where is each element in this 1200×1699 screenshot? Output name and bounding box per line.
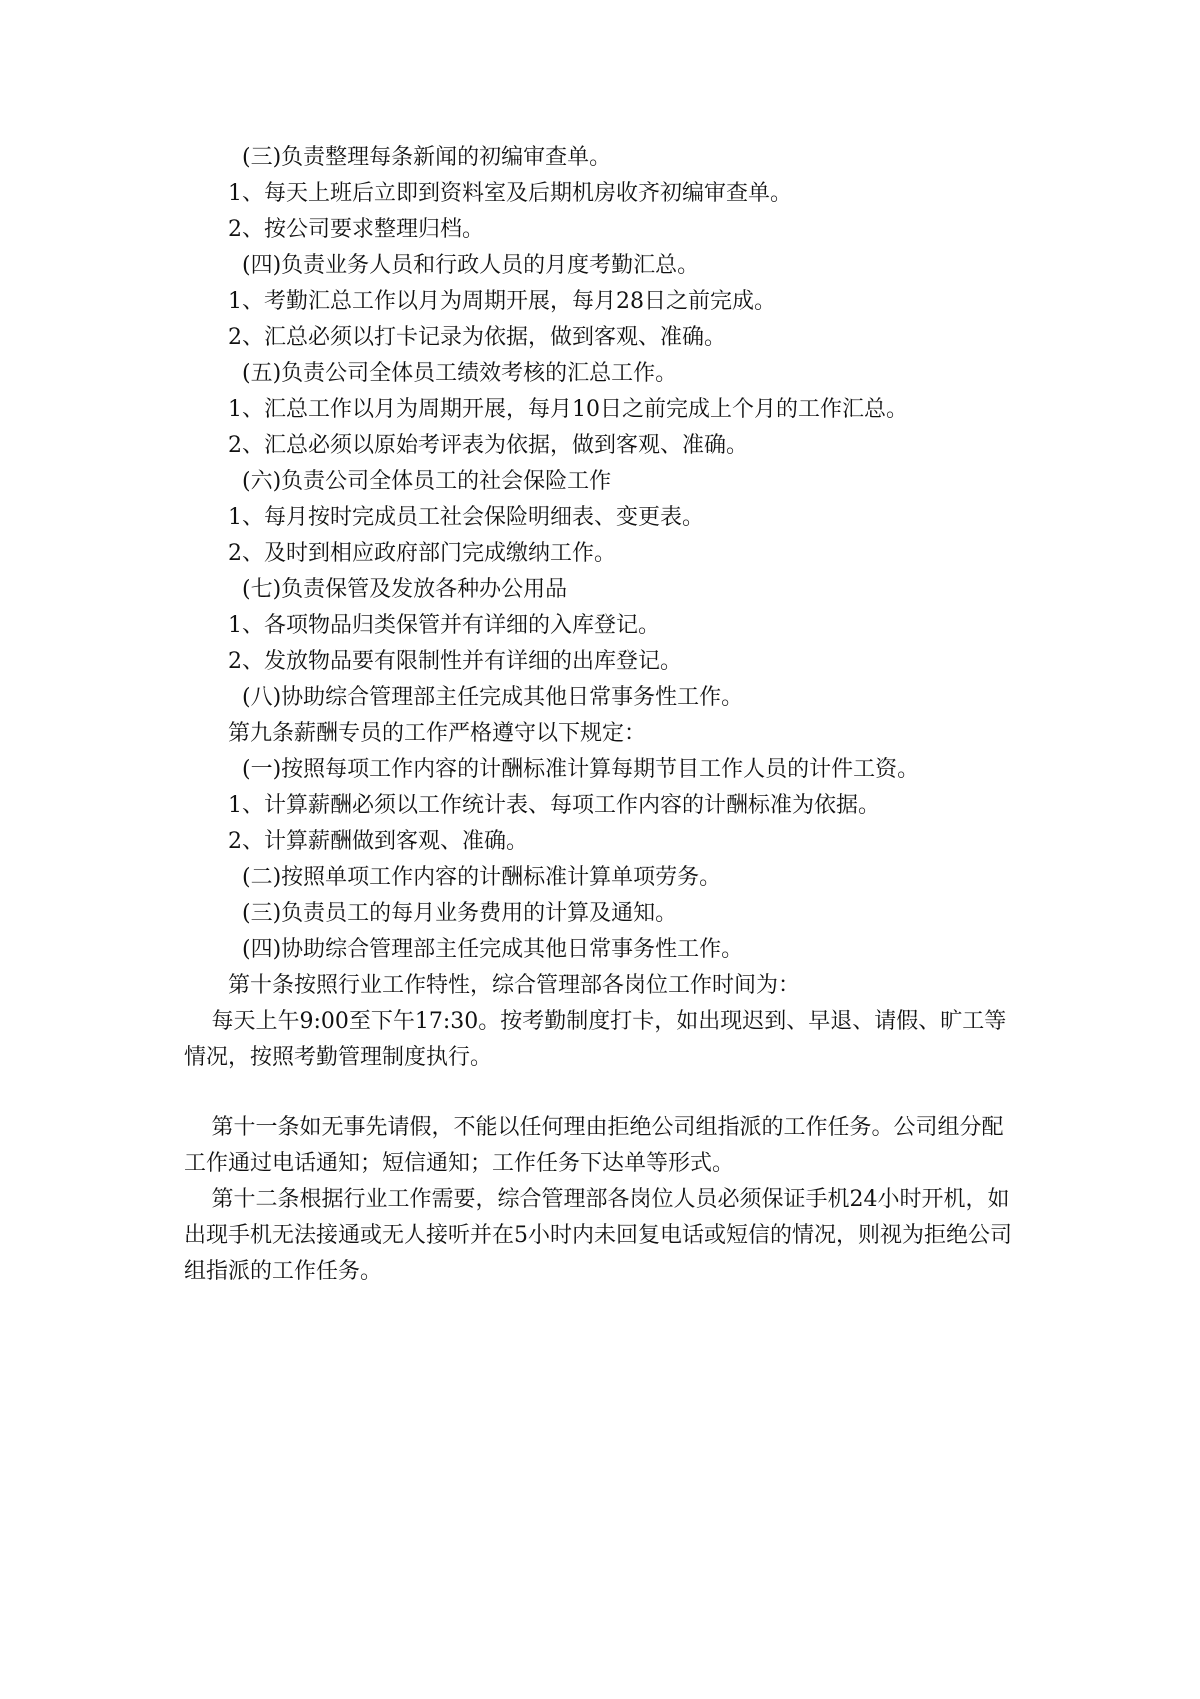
list-item: 1、考勤汇总工作以月为周期开展，每月28日之前完成。 xyxy=(228,289,776,314)
clause-3-heading: (三)负责员工的每月业务费用的计算及通知。 xyxy=(242,901,678,926)
list-item: 2、及时到相应政府部门完成缴纳工作。 xyxy=(228,541,616,566)
clause-7-heading: (七)负责保管及发放各种办公用品 xyxy=(242,577,568,602)
clause-1-heading: (一)按照每项工作内容的计酬标准计算每期节目工作人员的计件工资。 xyxy=(242,757,920,782)
list-item: 1、汇总工作以月为周期开展，每月10日之前完成上个月的工作汇总。 xyxy=(228,397,908,422)
document-body xyxy=(184,140,1018,1290)
list-item: 2、按公司要求整理归档。 xyxy=(228,217,484,242)
clause-5-heading: (五)负责公司全体员工绩效考核的汇总工作。 xyxy=(242,361,678,386)
list-item: 2、发放物品要有限制性并有详细的出库登记。 xyxy=(228,649,682,674)
work-hours-paragraph: 每天上午9:00至下午17:30。按考勤制度打卡，如出现迟到、早退、请假、旷工等情况，按照考勤管理制度执行。 xyxy=(184,1009,1007,1070)
list-item: 1、每天上班后立即到资料室及后期机房收齐初编审查单。 xyxy=(228,181,792,206)
clause-4-heading: (四)负责业务人员和行政人员的月度考勤汇总。 xyxy=(242,253,700,278)
list-item: 2、汇总必须以原始考评表为依据，做到客观、准确。 xyxy=(228,433,748,458)
article-10-heading: 第十条按照行业工作特性，综合管理部各岗位工作时间为： xyxy=(228,973,801,998)
clause-2-heading: (二)按照单项工作内容的计酬标准计算单项劳务。 xyxy=(242,865,722,890)
clause-8-heading: (八)协助综合管理部主任完成其他日常事务性工作。 xyxy=(242,685,744,710)
article-9-heading: 第九条薪酬专员的工作严格遵守以下规定： xyxy=(228,721,647,746)
list-item: 1、每月按时完成员工社会保险明细表、变更表。 xyxy=(228,505,704,530)
clause-4-heading: (四)协助综合管理部主任完成其他日常事务性工作。 xyxy=(242,937,744,962)
paragraph-gap xyxy=(228,1076,1018,1110)
list-item: 2、计算薪酬做到客观、准确。 xyxy=(228,829,528,854)
clause-6-heading: (六)负责公司全体员工的社会保险工作 xyxy=(242,469,612,494)
list-item: 1、各项物品归类保管并有详细的入库登记。 xyxy=(228,613,660,638)
article-11-paragraph: 第十一条如无事先请假，不能以任何理由拒绝公司组指派的工作任务。公司组分配工作通过电话通知；短信通知；工作任务下达单等形式。 xyxy=(184,1115,1004,1176)
list-item: 1、计算薪酬必须以工作统计表、每项工作内容的计酬标准为依据。 xyxy=(228,793,880,818)
list-item: 2、汇总必须以打卡记录为依据，做到客观、准确。 xyxy=(228,325,726,350)
clause-3-heading: (三)负责整理每条新闻的初编审查单。 xyxy=(242,145,612,170)
article-12-paragraph: 第十二条根据行业工作需要，综合管理部各岗位人员必须保证手机24小时开机，如出现手机无法接通或无人接听并在5小时内未回复电话或短信的情况，则视为拒绝公司组指派的工作任务。 xyxy=(184,1187,1012,1284)
